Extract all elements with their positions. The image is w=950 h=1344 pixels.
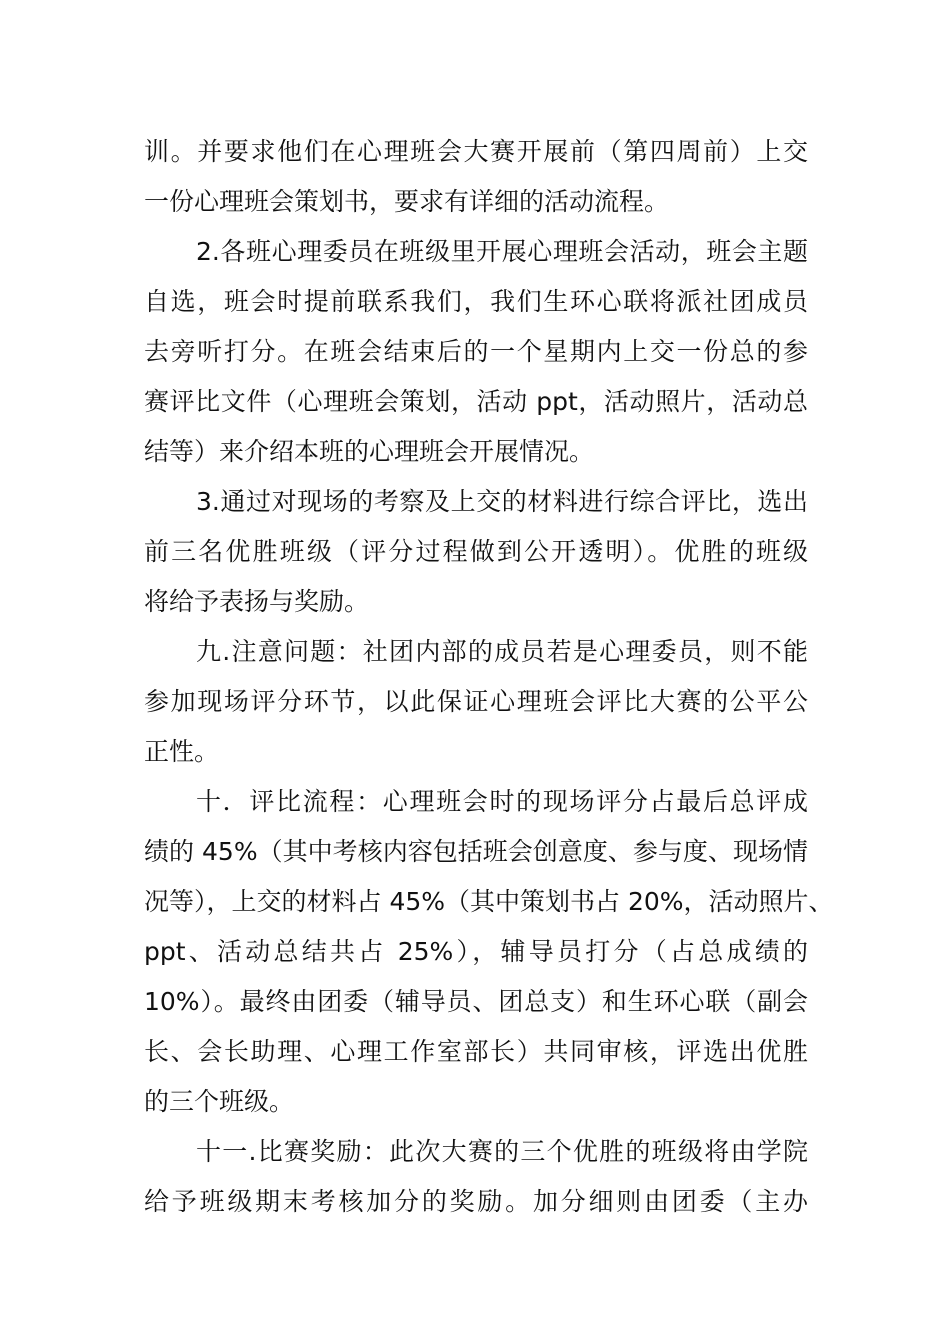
document-body [144, 127, 834, 1227]
text-line: 训。并要求他们在心理班会大赛开展前（第四周前）上交 [144, 137, 808, 166]
paragraph-start-line: 十．评比流程：心理班会时的现场评分占最后总评成 [196, 787, 808, 816]
text-line: 自选，班会时提前联系我们，我们生环心联将派社团成员 [144, 287, 808, 316]
text-line: 10%）。最终由团委（辅导员、团总支）和生环心联（副会 [144, 987, 808, 1016]
text-line: 赛评比文件（心理班会策划，活动 ppt，活动照片，活动总 [144, 387, 808, 416]
text-line: 绩的 45%（其中考核内容包括班会创意度、参与度、现场情 [144, 837, 808, 866]
paragraph-start-line: 2.各班心理委员在班级里开展心理班会活动，班会主题 [196, 237, 808, 266]
paragraph-start-line: 3.通过对现场的考察及上交的材料进行综合评比，选出 [196, 487, 808, 516]
text-line: 将给予表扬与奖励。 [144, 587, 370, 616]
text-line: 前三名优胜班级（评分过程做到公开透明）。优胜的班级 [144, 537, 808, 566]
text-line: 的三个班级。 [144, 1087, 295, 1116]
paragraph-start-line: 九.注意问题：社团内部的成员若是心理委员，则不能 [196, 637, 808, 666]
text-line: 正性。 [144, 737, 220, 766]
paragraph-start-line: 十一.比赛奖励：此次大赛的三个优胜的班级将由学院 [196, 1137, 808, 1166]
text-line: 参加现场评分环节，以此保证心理班会评比大赛的公平公 [144, 687, 808, 716]
text-line: 去旁听打分。在班会结束后的一个星期内上交一份总的参 [144, 337, 808, 366]
text-line: 长、会长助理、心理工作室部长）共同审核，评选出优胜 [144, 1037, 808, 1066]
text-line: 一份心理班会策划书，要求有详细的活动流程。 [144, 187, 670, 216]
text-line: ppt、活动总结共占 25%），辅导员打分（占总成绩的 [144, 937, 808, 966]
text-line: 给予班级期末考核加分的奖励。加分细则由团委（主办 [144, 1187, 808, 1216]
text-line: 况等），上交的材料占 45%（其中策划书占 20%，活动照片、 [144, 887, 834, 916]
text-line: 结等）来介绍本班的心理班会开展情况。 [144, 437, 595, 466]
